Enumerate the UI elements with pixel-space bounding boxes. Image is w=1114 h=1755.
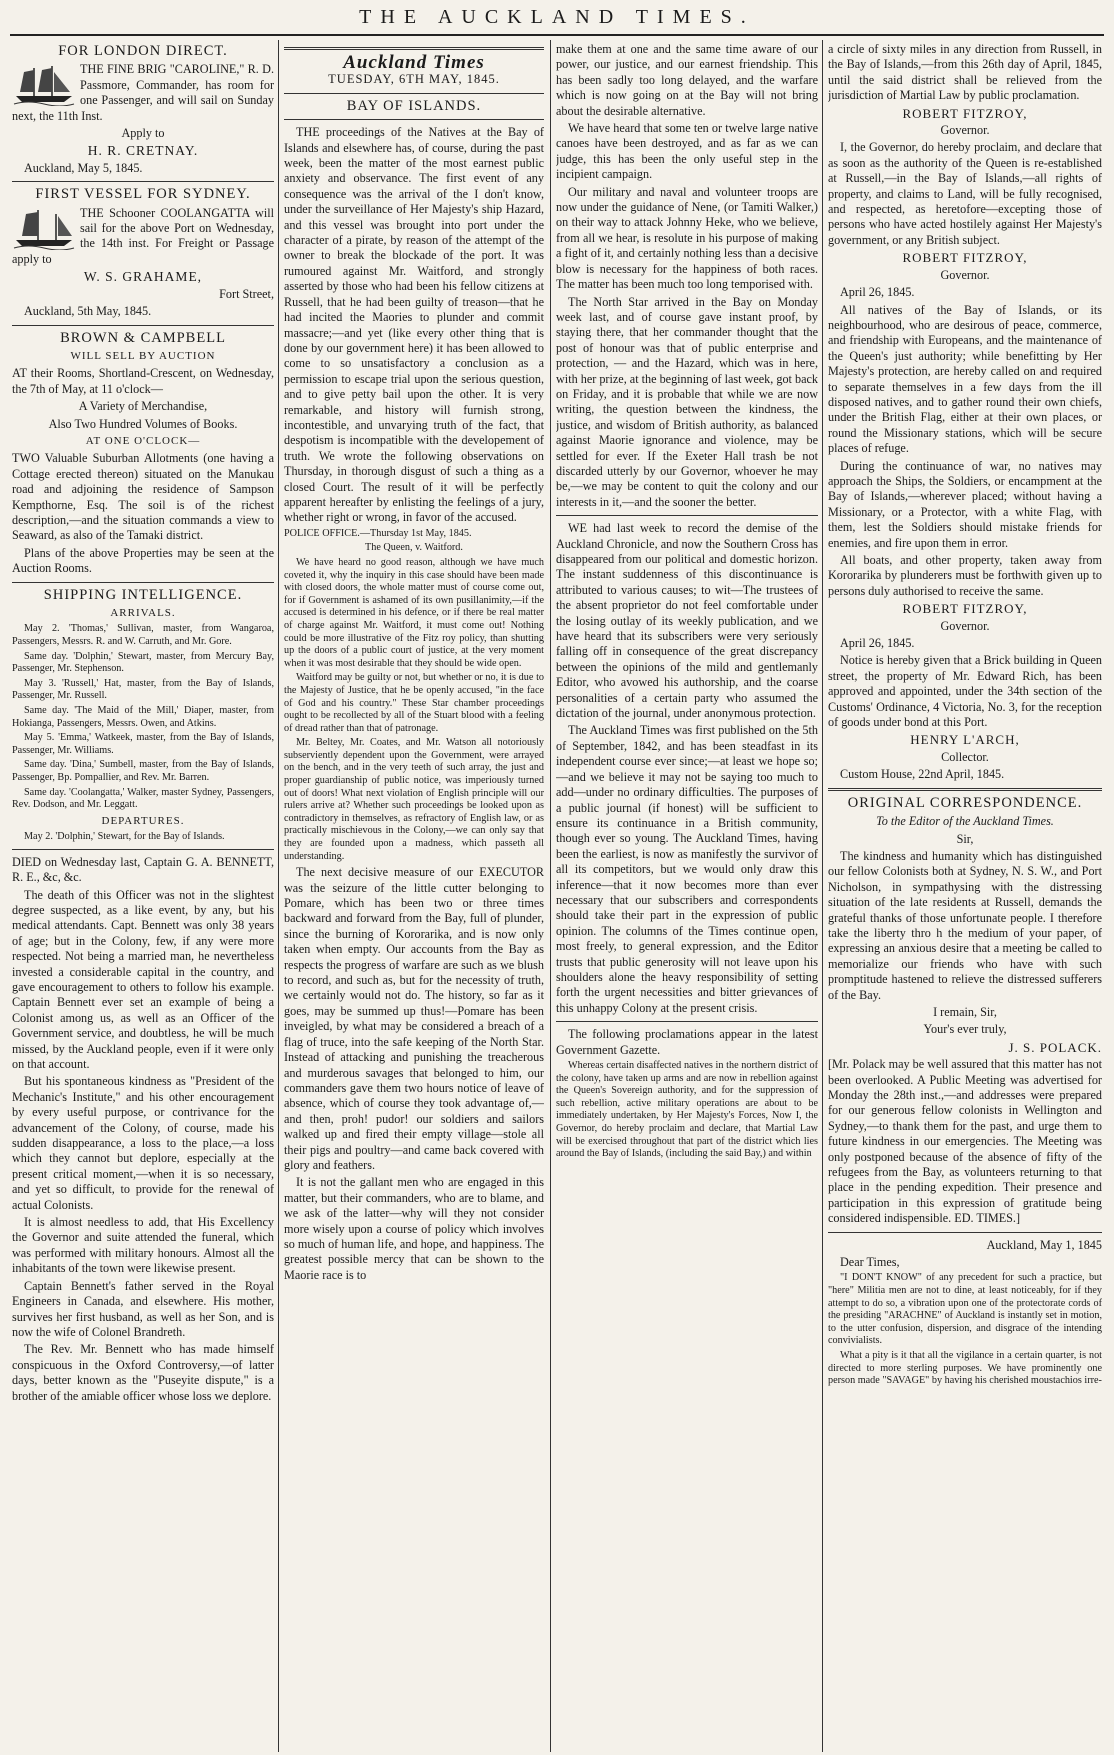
divider bbox=[284, 93, 544, 94]
correspondence-address: To the Editor of the Auckland Times. bbox=[876, 814, 1054, 829]
divider bbox=[828, 788, 1102, 791]
editorial-paragraph: The Auckland Times was first published on the 5th of September, 1842, and has been steadfast in its independent course ever since;—at least we hope so;—and we believe it may not be saying too much to add—under no ordinary difficulties. The purposes of a public journal (if honest) will be sufficient to ensure its continuance in a British community, though ever so young. The Auckland Times, having been the earliest, is now as manifestly the survivor of all its competitors, but we would only draw this inference—that it now becomes more than ever necessary that our subscribers and correspondents should take their part in the expression of public opinion. The columns of the Times continue open, most freely, to general expression, and the Editor trusts that public generosity will not leave upon his shoulders alone the heavy responsibility of setting forth the urgent necessities and bitter grievances of this unhappy Colony at the present crisis. bbox=[556, 723, 818, 1015]
ad-london-agent: H. R. CRETNAY. bbox=[87, 143, 199, 159]
ad-sydney-text: THE Schooner COOLANGATTA will sail for the above Port on Wednesday, the 14th inst. For Freight or Passage apply to bbox=[12, 205, 274, 266]
arrival-entry: Same day. 'Coolangatta,' Walker, master Sydney, Passengers, Rev. Dodson, and Mr. Leggatt. bbox=[12, 786, 274, 811]
arrival-entry: May 3. 'Russell,' Hat, master, from the Bay of Islands, Passenger, Mr. Russell. bbox=[12, 677, 274, 702]
ad-london-date: Auckland, May 5, 1845. bbox=[24, 160, 143, 175]
ad-sydney-address: Fort Street, bbox=[219, 286, 274, 301]
editor-note: [Mr. Polack may be well assured that this matter has not been overlooked. A Public Meeting was advertised for Monday the 28th inst.,—and addresses were prepared for our generous fellow colonists in Wellington and Sydney,—to thank them for the past, and urge them to future kindness in our emergencies. The Meeting was only postponed because of the absence of fifty of the refugees from the Bay, as volunteers returning to that place in the pending expedition. Their presence and participation in this expression of gratitude being considered indispensible. ED. TIMES.] bbox=[828, 1057, 1102, 1226]
auction-heading: BROWN & CAMPBELL bbox=[60, 329, 226, 346]
letter-text: What a pity is it that all the vigilance in a certain quarter, is not directed to more sterling purposes. We have prominently one person made "SAVAGE" by having his cherished moustachios irre- bbox=[828, 1350, 1102, 1387]
ad-sydney-heading: FIRST VESSEL FOR SYDNEY. bbox=[35, 186, 251, 203]
column-rule bbox=[550, 40, 551, 1752]
column-rule bbox=[822, 40, 823, 1752]
proclamation-text: I, the Governor, do hereby proclaim, and declare that as soon as the authority of the Queen is re-established at Russell,—in the Bay of Islands,—all rights of property, and claims to Land, will be fully recognised, and respected, as heretofore—excepting those of persons who have acted hostilely against Her Majesty's government, or any British subject. bbox=[828, 140, 1102, 247]
letter-text: "I DON'T KNOW" of any precedent for such a practice, but "here" Militia men are not to dine, at least noticeably, for if they attempt to do so, a vibration upon one of the protectorate cords of the presiding "ARACHNE" of Auckland is instantly set in motion, to the utter confusion, dispersion, and disgrace of the intending convivialists. bbox=[828, 1272, 1102, 1347]
obituary-heading: DIED on Wednesday last, Captain G. A. BENNETT, R. E., &c, &c. bbox=[12, 854, 274, 885]
divider bbox=[284, 47, 544, 50]
signature: HENRY L'ARCH, bbox=[910, 732, 1020, 748]
police-paragraph: Waitford may be guilty or not, but whether or no, it is due to the Majesty of Justice, that he be openly accused, "in the face of God and his country." These Star chamber proceedings ought to be recollected by all of the Stuart blood with a feeling of dread rather than that of patronage. bbox=[284, 672, 544, 734]
proclamation-date: April 26, 1845. bbox=[840, 285, 915, 300]
masthead: THE AUCKLAND TIMES. bbox=[359, 6, 755, 28]
editorial-paragraph: make them at one and the same time aware of our power, our justice, and our earnest friendship. This has been sadly too long delayed, and the warfare which is now going on at the Bay will not bring about the desirable alternative. bbox=[556, 42, 818, 118]
editorial-title: Auckland Times bbox=[343, 52, 485, 73]
column-3 bbox=[556, 42, 818, 1750]
correspondence-closing: Your's ever truly, bbox=[923, 1022, 1007, 1037]
correspondence-heading: ORIGINAL CORRESPONDENCE. bbox=[847, 794, 1083, 811]
arrival-entry: May 5. 'Emma,' Watkeek, master, from the Bay of Islands, Passenger, Mr. Williams. bbox=[12, 732, 274, 756]
letter-salutation: Dear Times, bbox=[840, 1255, 900, 1270]
departures-heading: DEPARTURES. bbox=[101, 814, 185, 827]
signature-title: Governor. bbox=[940, 123, 990, 138]
customs-date: Custom House, 22nd April, 1845. bbox=[840, 767, 1005, 782]
proclamation-text: All boats, and other property, taken away from Kororarika by plunderers must be forthwith given up to persons duly authorised to receive the same. bbox=[828, 553, 1102, 598]
letter-date: Auckland, May 1, 1845 bbox=[986, 1237, 1102, 1252]
auction-item: A Variety of Merchandise, bbox=[78, 399, 208, 414]
divider bbox=[284, 119, 544, 120]
auction-plans: Plans of the above Properties may be seen at the Auction Rooms. bbox=[12, 545, 274, 576]
correspondence-text: The kindness and humanity which has distinguished our fellow Colonists both at Sydney, N. S. W., and Port Nicholson, in sympathysing with the distressing situation of the late residents at Russell, demands the grateful thanks of those unfortunate people. I therefore take the liberty thro h the medium of your paper, of expressing an anxious desire that a meeting be called to memorialize our friends who have with such promptitude hastened to relieve the distressed sufferers of the Bay. bbox=[828, 848, 1102, 1002]
obituary-paragraph: The Rev. Mr. Bennett who has made himself conspicuous in the Oxford Controversy,—of latter days, better known as the "Puseyite dispute," is a brother of the amiable officer whose loss we deplore. bbox=[12, 1342, 274, 1403]
obituary-paragraph: But his spontaneous kindness as "President of the Mechanic's Institute," and his other encouragement by every useful purpose, or contrivance for the advancement of the Colony, of course, made his sudden disappearance, a loss to the place,—a loss which they cannot but deplore, especially at the present critical moment,—when it is so necessary, and yet so difficult, to provide for the renewal of actual Colonists. bbox=[12, 1074, 274, 1212]
editorial-paragraph: The next decisive measure of our EXECUTOR was the seizure of the little cutter belonging to Pomare, which has been two or three times backward and forward from the Bay, full of plunder, since the burning of Kororarika, and is now only taken when empty. Our accounts from the Bay as respects the progress of warfare are such as we blush to record, and such as, but for the necessity of truth, we certainly would not do. The history, so far as it goes, may be summed up thus!—Pomare has been inveigled, by what may be considered a breach of a flag of truce, into the safe keeping of the North Star. Instead of attacking and punishing the treacherous and murderous savages that belonged to him, our commanders gave them two hours notice of leave of absence, which of course they took advantage of,—and then, proh! pudor! our soldiers and sailors walked up and fired their empty village—stole all their pigs and poultry—and came back covered with glory and feathers. bbox=[284, 865, 544, 1172]
divider bbox=[828, 1232, 1102, 1233]
arrivals-heading: ARRIVALS. bbox=[110, 607, 176, 619]
auction-subheading: WILL SELL BY AUCTION bbox=[70, 349, 216, 362]
editorial-paragraph: It is not the gallant men who are engaged in this matter, but their commanders, who are to blame, and we ask of the latter—why will they not consider more wisely upon a course of policy which involves so much of human life, and hope, and happiness. The greatest possible mercy that can be shown to the Maorie race is to bbox=[284, 1175, 544, 1282]
proclamation-date: April 26, 1845. bbox=[840, 636, 915, 651]
divider bbox=[556, 1021, 818, 1022]
correspondence-signature: J. S. POLACK. bbox=[1008, 1039, 1102, 1055]
correspondence-salutation: Sir, bbox=[956, 831, 974, 846]
proclamation-intro: The following proclamations appear in the latest Government Gazette. bbox=[556, 1027, 818, 1057]
divider bbox=[12, 582, 274, 583]
ship-icon bbox=[12, 62, 76, 106]
ad-london-apply: Apply to bbox=[121, 126, 165, 141]
divider bbox=[12, 181, 274, 182]
signature-title: Collector. bbox=[941, 749, 989, 764]
proclamation-text: Whereas certain disaffected natives in the northern district of the colony, have taken up arms and are now in rebellion against the Queen's Sovereign authority, and for the suppression of such rebellion, active military operations are about to be immediately undertaken, by Her Majesty's Forces, Now I, the Governor, do hereby proclaim and declare, that Martial Law will be exercised throughout that part of the district which lies around the Bay of Islands, (including the said Bay,) and within bbox=[556, 1060, 818, 1160]
auction-text: AT their Rooms, Shortland-Crescent, on Wednesday, the 7th of May, at 11 o'clock— bbox=[12, 366, 274, 396]
signature-title: Governor. bbox=[940, 267, 990, 282]
signature-title: Governor. bbox=[940, 618, 990, 633]
editorial-paragraph: THE proceedings of the Natives at the Bay of Islands and elsewhere has, of course, during the past week, been the matter of the most earnest public anxiety and observance. The first event of any consequence was the arrival of the I don't know, under the surveillance of Her Majesty's ship Hazard, and this vessel was brought into port under the character of a pirate, by reason of the attempt of the owner to break the blockade of the port. It was rumoured against Mr. Waitford, and strongly asserted by those who had been his fellow citizens at Russell, that he had been guilty of treason—that he had incited the Maories to plunder and commit massacre;—and yet (like every other thing that is done by our government here) it has been allowed to come to so unsatisfactory a conclusion as a permission to escape trial upon the serious question, and to give petty bail upon the other. It is very remarkable, and history will furnish strong, incontestible, and unvarying truth of the fact, that despotism is incompatible with the developement of truth. We wrote the following observations on Thursday, in thorough disgust of such a thing as a closed Court. The result of it will be perfectly apparent hereafter by enlisting the feelings of a jury, whether right or wrong, in favor of the accused. bbox=[284, 125, 544, 525]
divider bbox=[12, 325, 274, 326]
masthead-rule bbox=[10, 34, 1104, 36]
obituary-paragraph: It is almost needless to add, that His Excellency the Governor and suite attended the funeral, which was performed with military honours. Almost all the inhabitants of the town were likewise present. bbox=[12, 1215, 274, 1276]
arrival-entry: May 2. 'Thomas,' Sullivan, master, from Wangaroa, Passengers, Messrs. R. and W. Carruth, and Mr. Gore. bbox=[12, 623, 274, 647]
column-4 bbox=[828, 42, 1102, 1750]
signature: ROBERT FITZROY, bbox=[902, 250, 1028, 266]
editorial-paragraph: WE had last week to record the demise of the Auckland Chronicle, and now the Southern Cross has disappeared from our political and domestic horizon. The instant suddenness of this discontinuance is attributed to various causes; to wit—The trustees of the absent proprietor do not feel comfortable under the losing outlay of its weekly publication, and we have heard that its subscribers were very seriously falling off in consequence of the great discrepancy between the opinions of the mild and gentlemanly Editor, who avowed his authorship, and the coarse personalities of a certain party who assumed the dictation of the journal, under anonymous protection. bbox=[556, 521, 818, 721]
auction-item: Also Two Hundred Volumes of Books. bbox=[48, 416, 238, 431]
ad-sydney-date: Auckland, 5th May, 1845. bbox=[24, 304, 152, 319]
proclamation-text: During the continuance of war, no natives may approach the Ships, the Soldiers, or encampment at the Bay of Islands,—wherever placed; without having a Missionary, or a Protector, with a white Flag, with them, lest the Soldiers should mistake friends for enemies, and fire upon them in error. bbox=[828, 458, 1102, 550]
editorial-date: TUESDAY, 6TH MAY, 1845. bbox=[328, 72, 500, 87]
police-case: The Queen, v. Waitford. bbox=[365, 542, 463, 554]
proclamation-text: a circle of sixty miles in any direction from Russell, in the Bay of Islands,—from this 26th day of April, 1845, until the said district shall be relieved from the jurisdiction of Martial Law by public proclamation. bbox=[828, 42, 1102, 103]
editorial-paragraph: We have heard that some ten or twelve large native canoes have been destroyed, and as far as we can judge, this has been the only useful step in the incipient campaign. bbox=[556, 121, 818, 182]
proclamation-text: All natives of the Bay of Islands, or its neighbourhood, who are desirous of peace, commerce, and friendship with Europeans, and the maintenance of the Queen's just authority; while benefitting by Her Majesty's protection, are hereby called on and required to separate themselves in a few days from the ill disposed natives, and to gather round their own chiefs, under the British Flag, either at their own places, or round the Missionary stations, which will be secure places of refuge. bbox=[828, 302, 1102, 456]
ad-london-text: THE FINE BRIG "CAROLINE," R. D. Passmore, Commander, has room for one Passenger, and will sail on Sunday next, the 11th Inst. bbox=[12, 62, 274, 123]
police-paragraph: We have heard no good reason, although we have much coveted it, why the inquiry in this case should have been made with closed doors, the whole matter must of course come out, for if Government is ashamed of its own pusillanimity,—if the accused is determined in his defence, or if there be real matter of charge against Mr. Waitford, it must come out! Nothing could be more illustrative of the Fitz roy policy, than shutting up the doors of a public court of justice, at the very moment when it was most desirable that they should be wide open. bbox=[284, 556, 544, 669]
departure-entry: May 2. 'Dolphin,' Stewart, for the Bay of Islands. bbox=[24, 831, 225, 843]
divider bbox=[556, 515, 818, 516]
ad-london-heading: FOR LONDON DIRECT. bbox=[58, 43, 228, 59]
editorial-paragraph: The North Star arrived in the Bay on Monday week last, and of course gave instant proof, by staying there, that her commander thought that the post of honour was that of public enterprise and protection, — and the Hazard, which was in here, with her prize, at the beginning of last week, got back on Friday, and it is probable that while we are now writing, the question between the kindness, the justice, and wisdom of British authority, as balanced against Maorie ignorance and violence, may be settled for ever. If the Exeter Hall trash be not discarded utterly by our Governor, whoever he may be,—we may be content to quit the colony and our interests in it,—and the sooner the better. bbox=[556, 294, 818, 509]
ship-icon bbox=[12, 206, 76, 250]
obituary-paragraph: Captain Bennett's father served in the Royal Engineers in Canada, and elsewhere. His mother, survives her first husband, as well as her Son, and is now the wife of Colonel Brandreth. bbox=[12, 1278, 274, 1339]
police-office-heading: POLICE OFFICE.—Thursday 1st May, 1845. bbox=[284, 527, 472, 539]
divider bbox=[12, 849, 274, 850]
ad-sydney-agent: W. S. GRAHAME, bbox=[83, 269, 203, 285]
police-paragraph: Mr. Beltey, Mr. Coates, and Mr. Watson all notoriously subserviently dependent upon the Government, were arrayed on the bench, and in the very teeth of such array, the just and proper guardianship of public notice, was imperiously turned out of doors! What next violation of English principle will our rulers arrive at? Whether such proceedings be looked upon as contradictory in themselves, as refractory of English law, or as practically mischievous in the Colony,—we can only say that they are founded upon a madness, which passeth all understanding. bbox=[284, 737, 544, 862]
arrival-entry: Same day. 'The Maid of the Mill,' Diaper, master, from Hokianga, Passengers, Messrs. Owen, and Atkins. bbox=[12, 704, 274, 729]
correspondence-closing: I remain, Sir, bbox=[933, 1004, 997, 1019]
auction-one-oclock: AT ONE O'CLOCK— bbox=[85, 434, 201, 447]
signature: ROBERT FITZROY, bbox=[902, 105, 1028, 121]
customs-notice: Notice is hereby given that a Brick building in Queen street, the property of Mr. Edward Rich, has been approved and appointed, under the 34th section of the Customs' Ordinance, 4 Victoria, No. 3, for the reception of goods under bond at this Port. bbox=[828, 653, 1102, 730]
bay-of-islands-heading: BAY OF ISLANDS. bbox=[346, 97, 482, 114]
column-1 bbox=[12, 42, 274, 1750]
arrival-entry: Same day. 'Dina,' Sumbell, master, from the Bay of Islands, Passenger, Bp. Pompallier, and Rev. Mr. Barren. bbox=[12, 759, 274, 783]
obituary-paragraph: The death of this Officer was not in the slightest degree suspected, as a like event, by any, but his medical attendants. Capt. Bennett was only 38 years of age; but in the Colony, few, if any were more respected. Not being a married man, he nevertheless invested a considerable capital in the country, and gave encouragement to others to follow his example. Captain Bennett ever set an example of being a Colonist among us, as well as an Officer of the Government service, and doubtless, he will be much missed, by the Auckland people, even if it were only on that account. bbox=[12, 887, 274, 1071]
signature: ROBERT FITZROY, bbox=[902, 601, 1028, 617]
auction-allotments: TWO Valuable Suburban Allotments (one having a Cottage erected thereon) situated on the Manukau road and adjoining the residence of Sampson Kempthorne, Esq. The soil is of the richest description,—and the situation commands a view to Seaward, as also of the Tamaki district. bbox=[12, 451, 274, 543]
shipping-heading: SHIPPING INTELLIGENCE. bbox=[43, 586, 243, 603]
editorial-paragraph: Our military and naval and volunteer troops are now under the guidance of Nene, (or Tamiti Walker,) on their way to attack Johnny Heke, who we believe, from all we hear, is resolute in his purpose of making a fight of it, and certainly nothing less than a decisive blow is necessary for the happiness of both races. The matter has been much too long temporised with. bbox=[556, 184, 818, 292]
column-2 bbox=[284, 42, 544, 1750]
column-rule bbox=[278, 40, 279, 1752]
arrival-entry: Same day. 'Dolphin,' Stewart, master, from Mercury Bay, Passenger, Mr. Stephenson. bbox=[12, 650, 274, 675]
